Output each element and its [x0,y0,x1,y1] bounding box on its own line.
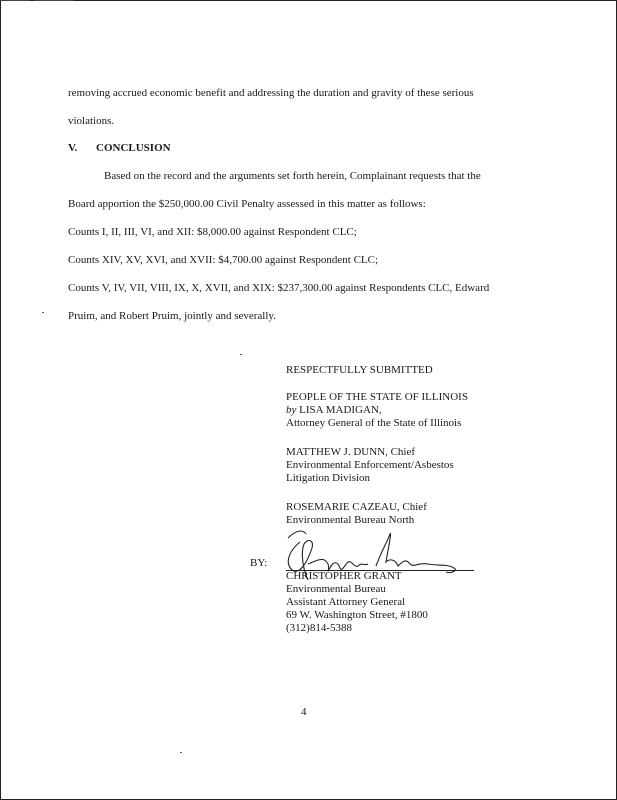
scan-speck [240,354,242,355]
section-title: CONCLUSION [96,142,171,154]
grant-name: CHRISTOPHER GRANT [286,570,402,582]
dunn-division-1: Environmental Enforcement/Asbestos [286,459,454,471]
by-prefix: by [286,404,297,416]
top-edge-marks [0,0,617,3]
scan-speck [180,752,182,753]
grant-title: Assistant Attorney General [286,596,406,608]
dunn-division-2: Litigation Division [286,472,371,484]
section-heading [68,142,171,155]
count-line-2: Counts XIV, XV, XVI, and XVII: $4,700.00 against Respondent CLC; [68,254,379,266]
cazeau-division: Environmental Bureau North [286,514,415,526]
count-line-1: Counts I, II, III, VI, and XII: $8,000.00 against Respondent CLC; [68,226,357,238]
intro-line-2: violations. [68,115,115,127]
count-line-4: Pruim, and Robert Pruim, jointly and severally. [68,310,276,322]
by-label: BY: [250,557,268,569]
dunn-block [286,446,454,485]
respectfully-submitted [286,364,433,377]
body-line-2: Board apportion the $250,000.00 Civil Penalty assessed in this matter as follows: [68,198,426,210]
grant-phone: (312)814-5388 [286,622,352,634]
section-number: V. [68,142,78,154]
people-block [286,391,468,430]
cazeau-name: ROSEMARIE CAZEAU, Chief [286,501,427,513]
attorney-general-line [286,404,468,417]
count-line-3: Counts V, IV, VII, VIII, IX, X, XVII, and XIX: $237,300.00 against Respondents CLC, Edward [68,282,490,294]
dunn-name: MATTHEW J. DUNN, Chief [286,446,416,458]
grant-bureau: Environmental Bureau [286,583,386,595]
attorney-general-title: Attorney General of the State of Illinois [286,417,462,429]
body-line-1: Based on the record and the arguments set forth herein, Complainant requests that the [104,170,481,182]
submitted-text: RESPECTFULLY SUBMITTED [286,364,433,376]
scan-speck [42,312,44,313]
grant-block [286,570,428,635]
page-number: 4 [301,706,307,718]
attorney-general-name: LISA MADIGAN, [299,404,382,416]
grant-address: 69 W. Washington Street, #1800 [286,609,428,621]
intro-line-1: removing accrued economic benefit and addressing the duration and gravity of these serious [68,87,474,99]
people-title: PEOPLE OF THE STATE OF ILLINOIS [286,391,468,403]
